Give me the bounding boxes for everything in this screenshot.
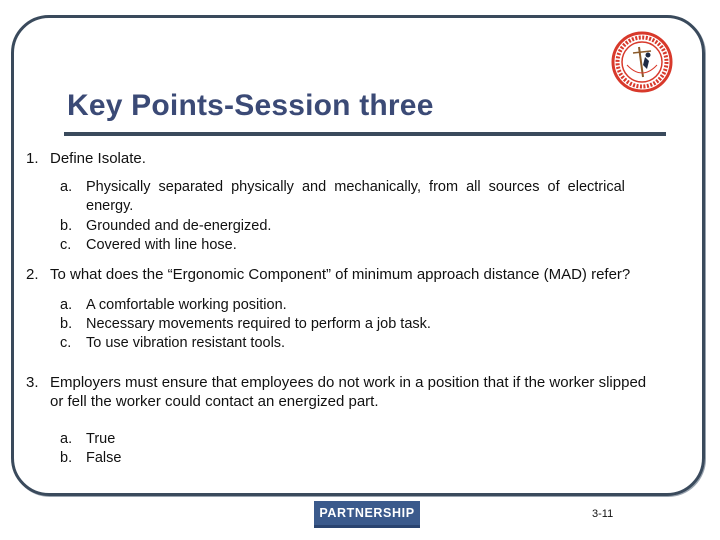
option-text: False xyxy=(86,450,122,466)
title-underline xyxy=(64,132,666,136)
option-letter: a. xyxy=(60,297,73,313)
page-number: 3-11 xyxy=(592,508,614,520)
option-text-continued: energy. xyxy=(86,198,134,214)
option-text: A comfortable working position. xyxy=(86,297,287,313)
slide-title: Key Points-Session three xyxy=(67,89,434,122)
option-letter: b. xyxy=(60,450,73,466)
question-text-continued: or fell the worker could contact an energized part. xyxy=(50,393,379,410)
question-number: 3. xyxy=(26,374,39,391)
option-text: True xyxy=(86,431,116,447)
option-text: Physically separated physically and mechanically, from all sources of electrical xyxy=(86,179,625,195)
option-letter: b. xyxy=(60,316,73,332)
question-number: 2. xyxy=(26,266,39,283)
question-1 xyxy=(26,149,696,169)
option-text: Necessary movements required to perform a job task. xyxy=(86,316,431,332)
option-letter: c. xyxy=(60,237,72,253)
option-text: To use vibration resistant tools. xyxy=(86,335,286,351)
option-letter: a. xyxy=(60,431,73,447)
option-letter: c. xyxy=(60,335,72,351)
question-2 xyxy=(26,265,706,285)
question-text: Define Isolate. xyxy=(50,150,146,167)
question-3 xyxy=(26,373,706,413)
slide-frame xyxy=(11,15,705,496)
question-number: 1. xyxy=(26,150,39,167)
partnership-logo: PARTNERSHIP xyxy=(314,501,420,528)
option-letter: b. xyxy=(60,218,73,234)
question-text: Employers must ensure that employees do not work in a position that if the worker slipped xyxy=(50,374,647,391)
seal-logo-icon xyxy=(611,31,673,93)
option-text: Grounded and de-energized. xyxy=(86,218,272,234)
question-text: To what does the “Ergonomic Component” of minimum approach distance (MAD) refer? xyxy=(50,266,631,283)
option-letter: a. xyxy=(60,179,73,195)
option-text: Covered with line hose. xyxy=(86,237,237,253)
